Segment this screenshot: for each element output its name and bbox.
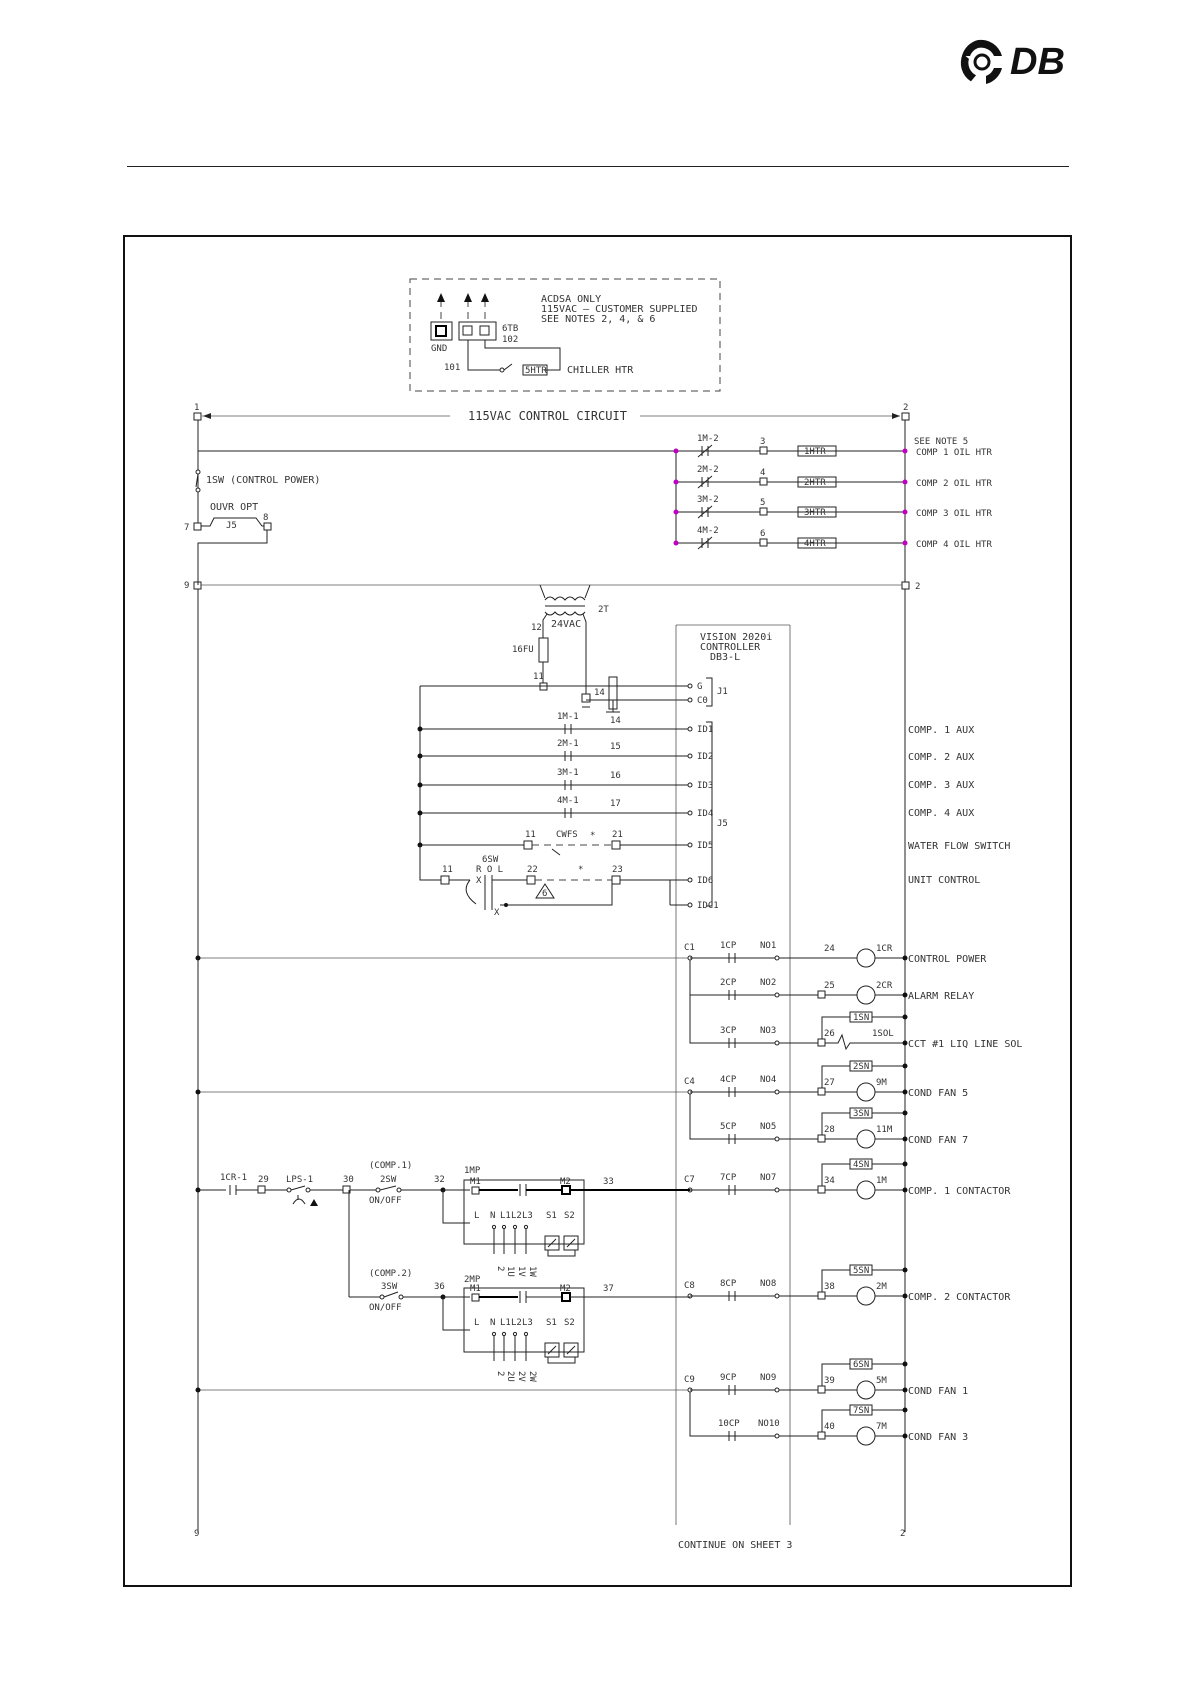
mp1-wire-a: 2	[495, 1266, 505, 1272]
input-label-6: UNIT CONTROL	[908, 875, 981, 886]
out-wire-4: 27	[824, 1078, 835, 1088]
mp2-l1: L1	[500, 1318, 511, 1328]
out-cp-7: 7CP	[720, 1173, 737, 1183]
mp2-wire-a: 2	[495, 1371, 505, 1377]
out-com-7: C7	[684, 1175, 695, 1185]
controller-outputs	[196, 941, 1023, 1445]
output-row	[684, 1159, 1011, 1199]
out-cp-8: 8CP	[720, 1279, 737, 1289]
out-label-1: CONTROL POWER	[908, 954, 987, 965]
transformer-2t: 2T	[598, 605, 609, 615]
pin-idc1: IDC1	[697, 901, 719, 911]
unit-star: *	[578, 865, 584, 875]
pin-id3: ID3	[697, 781, 714, 791]
oil-label-4: COMP 4 OIL HTR	[916, 540, 992, 550]
mp2-s1: S1	[546, 1318, 557, 1328]
transformer-section	[201, 585, 902, 880]
input-wire-5: 21	[612, 830, 623, 840]
pin-c0: C0	[697, 696, 708, 706]
out-sn-7: 4SN	[853, 1160, 870, 1170]
comp2-onoff: ON/OFF	[369, 1303, 402, 1313]
out-com-4: C4	[684, 1077, 695, 1087]
input-wire-4: 17	[610, 799, 621, 809]
oil-contact-2: 2M-2	[697, 465, 719, 475]
output-row	[720, 978, 974, 1004]
customer-supply-box	[410, 279, 720, 391]
oil-contact-3: 3M-2	[697, 495, 719, 505]
input-row	[418, 739, 975, 763]
control-circuit-title: 115VAC CONTROL CIRCUIT	[468, 409, 627, 423]
sw6-label: 6SW	[482, 855, 499, 865]
oil-htr-3: 3HTR	[804, 508, 826, 518]
node-8: 8	[263, 513, 269, 523]
pin-id1: ID1	[697, 725, 714, 735]
mp1-wire-c: 1V	[516, 1266, 526, 1277]
oil-wire-2: 4	[760, 468, 766, 478]
node-2-bottom: 2	[900, 1529, 906, 1539]
input-wire-2: 15	[610, 742, 621, 752]
mp2-label: 2MP	[464, 1275, 481, 1285]
sw6-rol: R O L	[476, 865, 504, 875]
mp2-l2: L2	[511, 1318, 522, 1328]
out-com-8: C8	[684, 1281, 695, 1291]
input-label-2: COMP. 2 AUX	[908, 752, 975, 763]
mp2-m1: M1	[470, 1284, 481, 1294]
wire-29: 29	[258, 1175, 269, 1185]
mp1-m2: M2	[560, 1177, 571, 1187]
compressor-2-circuit	[369, 1269, 690, 1382]
mp1-wire-d: 1W	[527, 1266, 537, 1277]
see-note-5: SEE NOTE 5	[914, 437, 969, 447]
mp2-l: L	[474, 1318, 480, 1328]
input-row	[418, 830, 1011, 855]
j5-ouvr-label: J5	[226, 521, 237, 531]
comp2-tag: (COMP.2)	[369, 1269, 413, 1279]
out-wire-5: 28	[824, 1125, 835, 1135]
out-coil-7: 1M	[876, 1176, 887, 1186]
mp2-wire-b: 2U	[505, 1371, 515, 1382]
wire-14-a: 14	[594, 688, 605, 698]
mp1-l3: L3	[522, 1211, 533, 1221]
compressor-1-circuit	[196, 1161, 691, 1297]
input-label-3: COMP. 3 AUX	[908, 780, 975, 791]
db-logo-text: DB	[1010, 41, 1065, 83]
mp2-wire-d: 2W	[527, 1371, 537, 1382]
chiller-htr-tag: 5HTR	[525, 366, 547, 376]
out-sn-8: 5SN	[853, 1266, 870, 1276]
cwfs-star: *	[590, 831, 596, 841]
oil-contact-4: 4M-2	[697, 526, 719, 536]
out-cp-9: 9CP	[720, 1373, 737, 1383]
node-1: 1	[194, 403, 200, 413]
oil-htr-2: 2HTR	[804, 478, 826, 488]
out-coil-2: 2CR	[876, 981, 893, 991]
sw2-label: 2SW	[380, 1175, 397, 1185]
pin-g: G	[697, 682, 703, 692]
out-no-3: NO3	[760, 1026, 777, 1036]
out-no-10: NO10	[758, 1419, 780, 1429]
oil-heater-row	[674, 495, 993, 519]
mp1-l1: L1	[500, 1211, 511, 1221]
mp1-s1: S1	[546, 1211, 557, 1221]
output-row	[720, 1108, 968, 1148]
out-sn-10: 7SN	[853, 1406, 870, 1416]
mp1-m1: M1	[470, 1177, 481, 1187]
mp1-n: N	[490, 1211, 496, 1221]
chiller-htr-label: CHILLER HTR	[567, 365, 634, 376]
out-no-9: NO9	[760, 1373, 777, 1383]
out-wire-9: 39	[824, 1376, 835, 1386]
wire-11-top: 11	[533, 672, 544, 682]
comp1-tag: (COMP.1)	[369, 1161, 413, 1171]
out-no-1: NO1	[760, 941, 777, 951]
out-coil-10: 7M	[876, 1422, 887, 1432]
out-coil-1: 1CR	[876, 944, 893, 954]
tb6-label: 6TB	[502, 324, 519, 334]
output-row	[720, 1012, 1022, 1050]
out-label-3: CCT #1 LIQ LINE SOL	[908, 1039, 1023, 1050]
pin-id2: ID2	[697, 752, 714, 762]
output-row	[718, 1405, 968, 1445]
oil-contact-1: 1M-2	[697, 434, 719, 444]
output-row	[684, 1265, 1011, 1305]
continue-note: CONTINUE ON SHEET 3	[678, 1540, 793, 1551]
mp2-n: N	[490, 1318, 496, 1328]
oil-label-1: COMP 1 OIL HTR	[916, 448, 992, 458]
sw6-x-bot: X	[494, 908, 500, 918]
oil-htr-1: 1HTR	[804, 447, 826, 457]
out-no-7: NO7	[760, 1173, 777, 1183]
out-label-4: COND FAN 5	[908, 1088, 969, 1099]
controller-model: DB3-L	[710, 652, 741, 663]
mp1-l: L	[474, 1211, 480, 1221]
mp1-l2: L2	[511, 1211, 522, 1221]
out-cp-10: 10CP	[718, 1419, 740, 1429]
pin-id4: ID4	[697, 809, 714, 819]
out-wire-2: 25	[824, 981, 835, 991]
controller-name: VISION 2020i	[700, 632, 773, 643]
node-2: 2	[903, 403, 909, 413]
oil-htr-4: 4HTR	[804, 539, 826, 549]
wire-32: 32	[434, 1175, 445, 1185]
input-wire-3: 16	[610, 771, 621, 781]
out-wire-3: 26	[824, 1029, 835, 1039]
out-sn-9: 6SN	[853, 1360, 870, 1370]
oil-wire-3: 5	[760, 498, 766, 508]
output-row	[684, 1359, 968, 1399]
mp2-wire-c: 2V	[516, 1371, 526, 1382]
customer-note-2: 115VAC – CUSTOMER SUPPLIED	[541, 304, 698, 315]
out-com-1: C1	[684, 943, 695, 953]
out-coil-8: 2M	[876, 1282, 887, 1292]
node-9: 9	[184, 581, 190, 591]
input-contact-2: 2M-1	[557, 739, 579, 749]
supply-rails	[184, 403, 920, 1539]
out-cp-1: 1CP	[720, 941, 737, 951]
input-contact-4: 4M-1	[557, 796, 579, 806]
mp2-m2: M2	[560, 1284, 571, 1294]
out-no-5: NO5	[760, 1122, 777, 1132]
fuse-16fu: 16FU	[512, 645, 534, 655]
sw6-x-top: X	[476, 876, 482, 886]
input-contact-3: 3M-1	[557, 768, 579, 778]
oil-label-2: COMP 2 OIL HTR	[916, 479, 992, 489]
oil-heater-row	[674, 465, 993, 489]
out-wire-8: 38	[824, 1282, 835, 1292]
out-no-2: NO2	[760, 978, 777, 988]
out-cp-2: 2CP	[720, 978, 737, 988]
customer-note-1: ACDSA ONLY	[541, 294, 602, 305]
out-cp-3: 3CP	[720, 1026, 737, 1036]
input-row	[418, 768, 975, 791]
input-label-4: COMP. 4 AUX	[908, 808, 975, 819]
out-sn-5: 3SN	[853, 1109, 870, 1119]
output-row	[684, 1061, 968, 1101]
node-9-bottom: 9	[194, 1529, 200, 1539]
out-sn-4: 2SN	[853, 1062, 870, 1072]
input-row	[418, 796, 975, 819]
input-wire-6: 23	[612, 865, 623, 875]
cr1-label: 1CR-1	[220, 1173, 248, 1183]
out-label-5: COND FAN 7	[908, 1135, 969, 1146]
input-label-1: COMP. 1 AUX	[908, 725, 975, 736]
out-wire-7: 34	[824, 1176, 835, 1186]
mp1-wire-b: 1U	[505, 1266, 515, 1277]
node-7: 7	[184, 523, 190, 533]
output-row	[684, 941, 987, 967]
ouvr-opt-label: OUVR OPT	[210, 502, 259, 513]
wire-30: 30	[343, 1175, 354, 1185]
note-tri-6: 6	[542, 889, 548, 899]
out-label-10: COND FAN 3	[908, 1432, 969, 1443]
oil-wire-4: 6	[760, 529, 766, 539]
out-coil-5: 11M	[876, 1125, 893, 1135]
tb102-label: 102	[502, 335, 519, 345]
out-com-9: C9	[684, 1375, 695, 1385]
mp2-s2: S2	[564, 1318, 575, 1328]
sw3-label: 3SW	[381, 1282, 398, 1292]
out-label-2: ALARM RELAY	[908, 991, 975, 1002]
input-row	[420, 845, 980, 918]
customer-note-3: SEE NOTES 2, 4, & 6	[541, 314, 656, 325]
out-cp-5: 5CP	[720, 1122, 737, 1132]
wire-33: 33	[603, 1177, 614, 1187]
transformer-24vac: 24VAC	[551, 619, 582, 630]
pin-id5: ID5	[697, 841, 714, 851]
input-label-5: WATER FLOW SWITCH	[908, 841, 1011, 852]
wire-37: 37	[603, 1284, 614, 1294]
wire-36: 36	[434, 1282, 445, 1292]
wire-11-cwfs: 11	[525, 830, 536, 840]
out-coil-9: 5M	[876, 1376, 887, 1386]
wire-14-b: 14	[610, 716, 621, 726]
out-label-9: COND FAN 1	[908, 1386, 969, 1397]
input-contact-5: CWFS	[556, 830, 578, 840]
out-label-8: COMP. 2 CONTACTOR	[908, 1292, 1011, 1303]
wire-12: 12	[531, 623, 542, 633]
oil-wire-1: 3	[760, 437, 766, 447]
pin-id6: ID6	[697, 876, 714, 886]
out-label-7: COMP. 1 CONTACTOR	[908, 1186, 1011, 1197]
comp1-onoff: ON/OFF	[369, 1196, 402, 1206]
controller-inputs	[418, 682, 1011, 918]
out-wire-10: 40	[824, 1422, 835, 1432]
wire-22: 22	[527, 865, 538, 875]
j1-label: J1	[717, 687, 728, 697]
lps1-label: LPS-1	[286, 1175, 314, 1185]
out-cp-4: 4CP	[720, 1075, 737, 1085]
mp2-l3: L3	[522, 1318, 533, 1328]
sw1-label: 1SW (CONTROL POWER)	[206, 475, 321, 486]
out-coil-4: 9M	[876, 1078, 887, 1088]
gnd-label: GND	[431, 344, 448, 354]
control-power-switch	[184, 420, 320, 585]
mp1-label: 1MP	[464, 1166, 481, 1176]
out-wire-1: 24	[824, 944, 835, 954]
out-coil-3: 1SOL	[872, 1029, 894, 1039]
wire-11-6sw: 11	[442, 865, 453, 875]
oil-heaters	[198, 434, 992, 550]
oil-heater-row	[674, 526, 993, 550]
oil-label-3: COMP 3 OIL HTR	[916, 509, 992, 519]
input-contact-1: 1M-1	[557, 712, 579, 722]
out-no-8: NO8	[760, 1279, 777, 1289]
mp1-s2: S2	[564, 1211, 575, 1221]
out-no-4: NO4	[760, 1075, 777, 1085]
wire-101-label: 101	[444, 363, 461, 373]
controller-type: CONTROLLER	[700, 642, 761, 653]
node-2b: 2	[915, 582, 921, 592]
j5-label: J5	[717, 819, 728, 829]
input-row	[418, 712, 975, 736]
out-sn-3: 1SN	[853, 1013, 870, 1023]
